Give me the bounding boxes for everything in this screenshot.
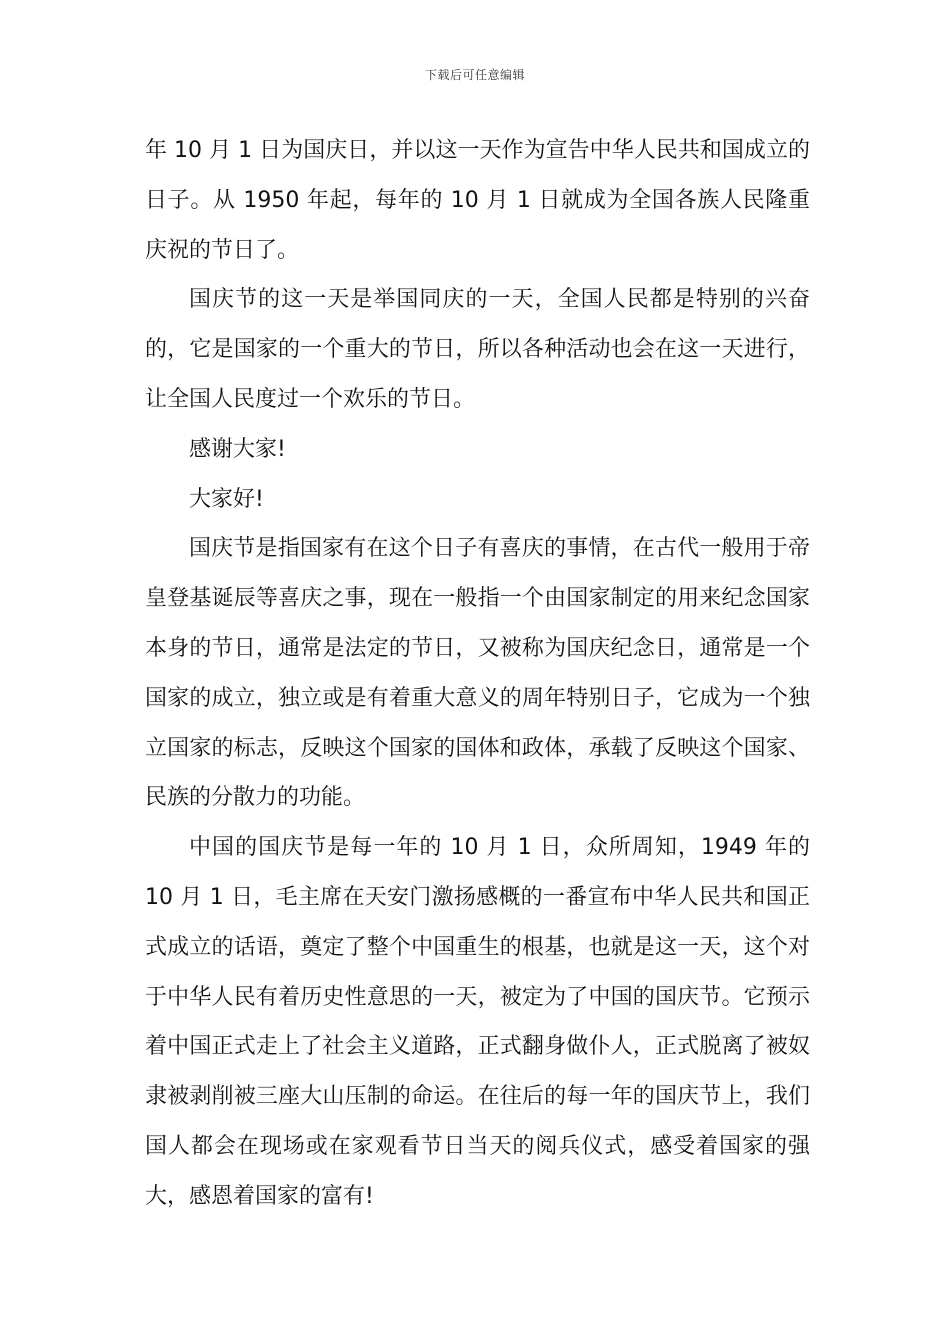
paragraph-national-day-celebration: 国庆节的这一天是举国同庆的一天，全国人民都是特别的兴奋的，它是国家的一个重大的节日，所以各种活动也会在这一天进行，让全国人民度过一个欢乐的节日。 bbox=[145, 287, 810, 412]
paragraph-china-national-day: 中国的国庆节是每一年的 10 月 1 日，众所周知，1949 年的 10 月 1 日，毛主席在天安门激扬感概的一番宣布中华人民共和国正式成立的话语，奠定了整个中国重生的根基，也就是这一天，这个对于中华人民有着历史性意思的一天，被定为了中国的国庆节。它预示着中国正式走上了社会主义道路，正式翻身做仆人，正式脱离了被奴隶被剥削被三座大山压制的命运。在往后的每一年的国庆节上，我们国人都会在现场或在家观看节日当天的阅兵仪式，感受着国家的强大，感恩着国家的富有! bbox=[145, 835, 810, 1209]
paragraph-greeting: 大家好! bbox=[189, 486, 264, 512]
paragraph-continuation: 年 10 月 1 日为国庆日，并以这一天作为宣告中华人民共和国成立的日子。从 1950 年起，每年的 10 月 1 日就成为全国各族人民隆重庆祝的节日了。 bbox=[145, 138, 810, 263]
header-note: 下载后可任意编辑 bbox=[424, 68, 525, 82]
document-body bbox=[145, 126, 810, 1222]
paragraph-thanks: 感谢大家! bbox=[189, 436, 286, 462]
paragraph-definition: 国庆节是指国家有在这个日子有喜庆的事情，在古代一般用于帝皇登基诞辰等喜庆之事，现在一般指一个由国家制定的用来纪念国家本身的节日，通常是法定的节日，又被称为国庆纪念日，通常是一个国家的成立，独立或是有着重大意义的周年特别日子，它成为一个独立国家的标志，反映这个国家的国体和政体，承载了反映这个国家、民族的分散力的功能。 bbox=[145, 536, 810, 811]
